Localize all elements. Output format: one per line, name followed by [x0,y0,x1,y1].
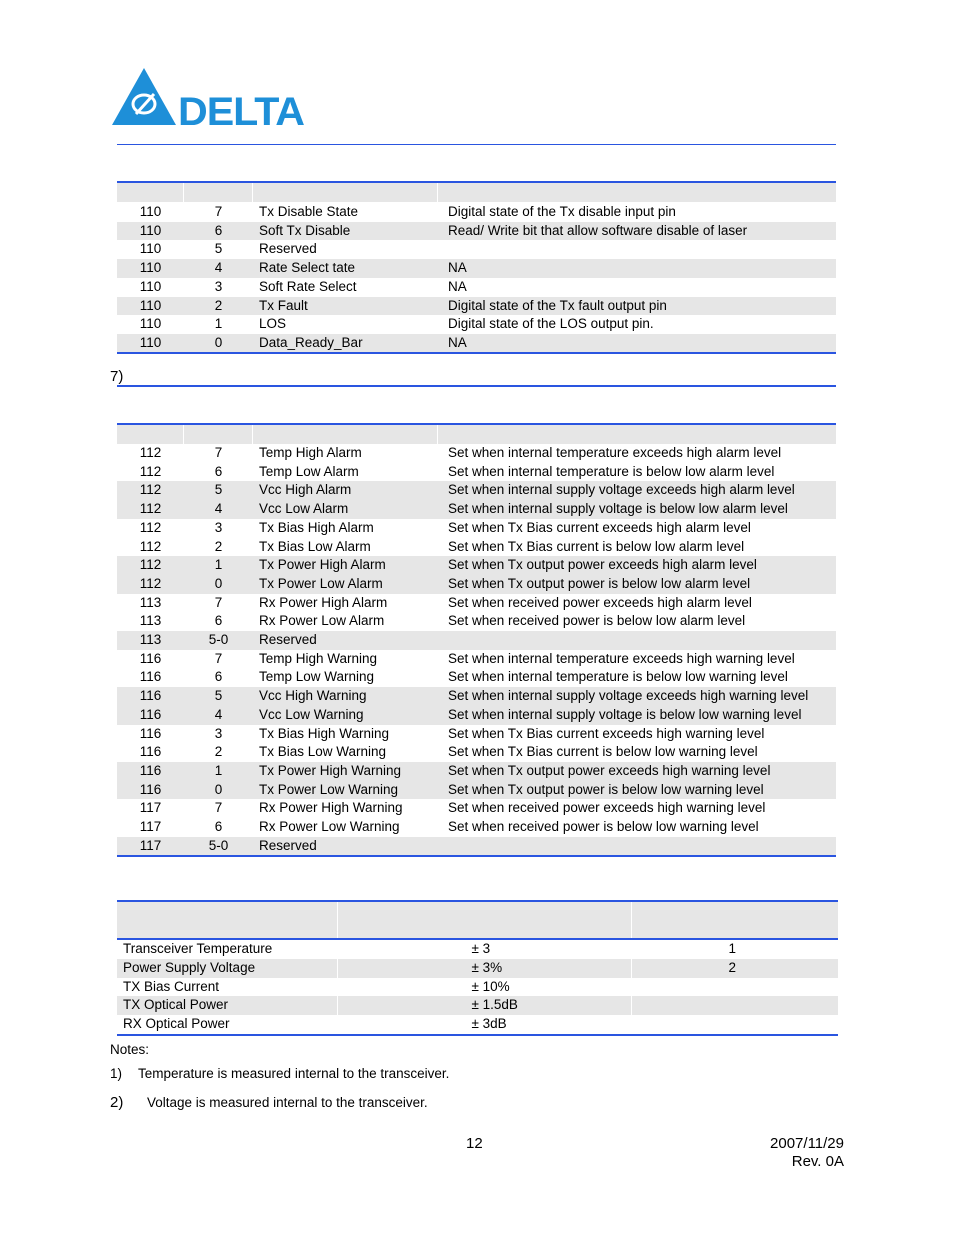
field-name-cell: Tx Bias Low Warning [259,744,387,760]
address-cell: 112 [139,519,162,535]
bit-cell: 6 [214,819,223,835]
address-cell: 117 [139,800,162,816]
accuracy-cell: ± 3% [337,959,631,978]
address-cell: 113 [139,594,162,610]
table-row [117,240,836,259]
notes-heading: Notes: [110,1042,150,1057]
note-2-text: Voltage is measured internal to the transceiver. [147,1095,428,1110]
description-cell: Set when Tx output power exceeds high alarm level [438,556,836,575]
description-cell: Set when Tx output power is below low alarm level [438,575,836,594]
table-row [117,940,838,959]
header-rule [117,144,836,145]
field-name-cell: Tx Fault [253,297,438,316]
table1-header [117,183,836,202]
note-ref-cell: 1 [631,940,838,959]
description-cell: Set when internal supply voltage is below low warning level [438,706,836,725]
field-name-cell: Vcc Low Warning [253,706,438,725]
table-row [117,668,836,687]
table-row [117,538,836,557]
parameter-cell: Transceiver Temperature [123,941,273,956]
table1 [117,203,836,353]
note-1-number: 1) [110,1066,123,1081]
address-cell: 113 [139,613,162,629]
table2 [117,444,836,855]
table-row [117,818,836,837]
table-row [117,781,836,800]
address-cell: 110 [139,241,162,257]
note-ref-cell [631,996,838,1015]
bit-cell: 4 [184,259,253,278]
address-cell: 116 [139,669,162,685]
note-2-number: 2) [110,1094,124,1111]
address-cell: 110 [139,204,162,219]
description-cell: Set when Tx output power exceeds high warning level [438,762,836,781]
table-row [117,278,836,297]
field-name-cell: Rx Power High Warning [259,800,403,816]
bit-cell: 3 [214,278,223,294]
description-cell: Set when internal supply voltage is below low alarm level [438,500,836,519]
address-cell: 110 [139,278,162,294]
description-cell: Set when Tx Bias current exceeds high alarm level [448,519,751,535]
description-cell: Read/ Write bit that allow software disable of laser [438,222,836,241]
footer-revision: Rev. 0A [791,1153,844,1170]
table-row [117,334,836,353]
table-row [117,519,836,538]
field-name-cell: Temp High Warning [259,650,378,666]
accuracy-cell: ± 10% [337,978,631,997]
note-1-text: Temperature is measured internal to the transceiver. [138,1066,450,1081]
description-cell: Set when internal temperature exceeds high alarm level [448,445,782,460]
field-name-cell: Tx Bias High Alarm [259,519,374,535]
accuracy-cell: ± 3dB [337,1015,631,1034]
bit-cell: 6 [214,613,223,629]
field-name-cell: Tx Bias Low Alarm [259,538,371,554]
field-name-cell: Rate Select tate [253,259,438,278]
field-name-cell: Reserved [259,241,317,257]
field-name-cell: Tx Bias High Warning [259,725,390,741]
note-ref-cell [631,1015,838,1034]
description-cell: Set when received power is below low alarm level [448,613,746,629]
table-row [117,650,836,669]
table-row [117,500,836,519]
address-cell: 110 [117,259,184,278]
description-cell: Set when internal temperature is below low warning level [448,669,788,685]
delta-logo-icon [110,66,306,128]
table-row [117,706,836,725]
accuracy-cell: ± 1.5dB [337,996,631,1015]
bit-cell: 0 [184,334,253,353]
page-number: 12 [466,1135,483,1152]
address-cell: 112 [117,575,184,594]
bit-cell: 5 [184,481,253,500]
section-number: 7) [110,368,124,385]
table-row [117,743,836,762]
field-name-cell: Tx Power Low Alarm [253,575,438,594]
description-cell: Set when received power is below low warning level [448,819,759,835]
address-cell: 116 [117,706,184,725]
table2-bottom-rule [117,855,836,857]
table-row [117,1015,838,1034]
table-row [117,444,836,463]
field-name-cell: Rx Power Low Warning [259,819,400,835]
note-ref-cell [631,978,838,997]
address-cell: 110 [117,297,184,316]
bit-cell: 2 [214,538,223,554]
bit-cell: 5 [184,687,253,706]
description-cell: NA [448,278,467,294]
table-row [117,556,836,575]
description-cell [438,631,836,650]
field-name-cell: Tx Power High Warning [253,762,438,781]
address-cell: 116 [117,762,184,781]
address-cell: 116 [139,650,162,666]
description-cell: NA [438,259,836,278]
address-cell: 112 [139,445,162,460]
table-row [117,978,838,997]
bit-cell: 5-0 [184,631,253,650]
bit-cell: 1 [214,316,223,332]
section7-rule [117,385,836,387]
description-cell: Set when internal supply voltage exceeds high alarm level [438,481,836,500]
table-row [117,996,838,1015]
address-cell: 110 [139,316,162,332]
table-row [117,315,836,334]
field-name-cell: Soft Rate Select [259,278,357,294]
bit-cell: 1 [184,556,253,575]
table-row [117,463,836,482]
footer-date: 2007/11/29 [770,1135,844,1152]
description-cell [438,240,836,259]
field-name-cell: Temp Low Warning [259,669,375,685]
bit-cell: 4 [184,500,253,519]
address-cell: 110 [117,334,184,353]
table-row [117,594,836,613]
bit-cell: 7 [214,445,223,460]
table-row [117,687,836,706]
table-row [117,575,836,594]
field-name-cell: Soft Tx Disable [253,222,438,241]
table-row [117,631,836,650]
address-cell: 116 [117,687,184,706]
field-name-cell: Vcc Low Alarm [253,500,438,519]
description-cell: Digital state of the Tx disable input pin [448,204,676,219]
bit-cell: 6 [214,463,223,479]
table3-bottom-rule [117,1034,838,1036]
field-name-cell: Temp Low Alarm [259,463,359,479]
field-name-cell: Tx Power Low Warning [253,781,438,800]
description-cell: Set when received power exceeds high alarm level [448,594,752,610]
description-cell: Set when internal supply voltage exceeds high warning level [438,687,836,706]
address-cell: 112 [139,538,162,554]
field-name-cell: Rx Power High Alarm [259,594,388,610]
bit-cell: 3 [214,725,223,741]
address-cell: 112 [139,463,162,479]
description-cell: Set when Tx Bias current is below low alarm level [448,538,745,554]
table-row [117,222,836,241]
address-cell: 112 [117,556,184,575]
description-cell: Set when internal temperature exceeds high warning level [448,650,795,666]
table-row [117,297,836,316]
company-logo [110,66,306,128]
description-cell: Set when internal temperature is below low alarm level [448,463,775,479]
description-cell [438,837,836,856]
parameter-cell: TX Optical Power [117,996,337,1015]
bit-cell: 0 [184,781,253,800]
logo-text: DELTA [178,90,305,128]
address-cell: 113 [117,631,184,650]
table-row [117,259,836,278]
table1-bottom-rule [117,352,836,354]
field-name-cell: Reserved [253,631,438,650]
note-ref-cell: 2 [631,959,838,978]
table-row [117,762,836,781]
table-row [117,612,836,631]
address-cell: 117 [139,819,162,835]
table3-header [117,902,838,938]
field-name-cell: Data_Ready_Bar [253,334,438,353]
bit-cell: 3 [214,519,223,535]
bit-cell: 7 [214,650,223,666]
bit-cell: 7 [214,800,223,816]
table2-header [117,425,836,444]
bit-cell: 7 [214,204,223,219]
address-cell: 117 [117,837,184,856]
bit-cell: 2 [214,744,223,760]
bit-cell: 6 [184,222,253,241]
bit-cell: 6 [214,669,223,685]
field-name-cell: Temp High Alarm [259,445,362,460]
table-row [117,725,836,744]
field-name-cell: Rx Power Low Alarm [259,613,385,629]
bit-cell: 0 [184,575,253,594]
parameter-cell: RX Optical Power [123,1016,230,1032]
bit-cell: 4 [184,706,253,725]
table-row [117,959,838,978]
table-row [117,837,836,856]
field-name-cell: Reserved [253,837,438,856]
field-name-cell: LOS [259,316,287,332]
description-cell: Digital state of the LOS output pin. [448,316,654,332]
field-name-cell: Tx Power High Alarm [253,556,438,575]
table-row [117,481,836,500]
address-cell: 110 [117,222,184,241]
bit-cell: 5-0 [184,837,253,856]
address-cell: 116 [139,725,162,741]
accuracy-cell: ± 3 [337,940,631,959]
field-name-cell: Tx Disable State [259,204,359,219]
bit-cell: 2 [184,297,253,316]
address-cell: 112 [117,500,184,519]
address-cell: 112 [117,481,184,500]
field-name-cell: Vcc High Alarm [253,481,438,500]
bit-cell: 7 [214,594,223,610]
address-cell: 116 [117,781,184,800]
bit-cell: 5 [214,241,223,257]
description-cell: Set when Tx output power is below low warning level [438,781,836,800]
table-row [117,799,836,818]
address-cell: 116 [139,744,162,760]
description-cell: Set when received power exceeds high warning level [448,800,766,816]
description-cell: NA [438,334,836,353]
parameter-cell: TX Bias Current [123,978,220,994]
description-cell: Digital state of the Tx fault output pin [438,297,836,316]
table3 [117,940,838,1034]
bit-cell: 1 [184,762,253,781]
parameter-cell: Power Supply Voltage [117,959,337,978]
table-row [117,203,836,222]
field-name-cell: Vcc High Warning [253,687,438,706]
description-cell: Set when Tx Bias current is below low warning level [448,744,758,760]
description-cell: Set when Tx Bias current exceeds high warning level [448,725,765,741]
